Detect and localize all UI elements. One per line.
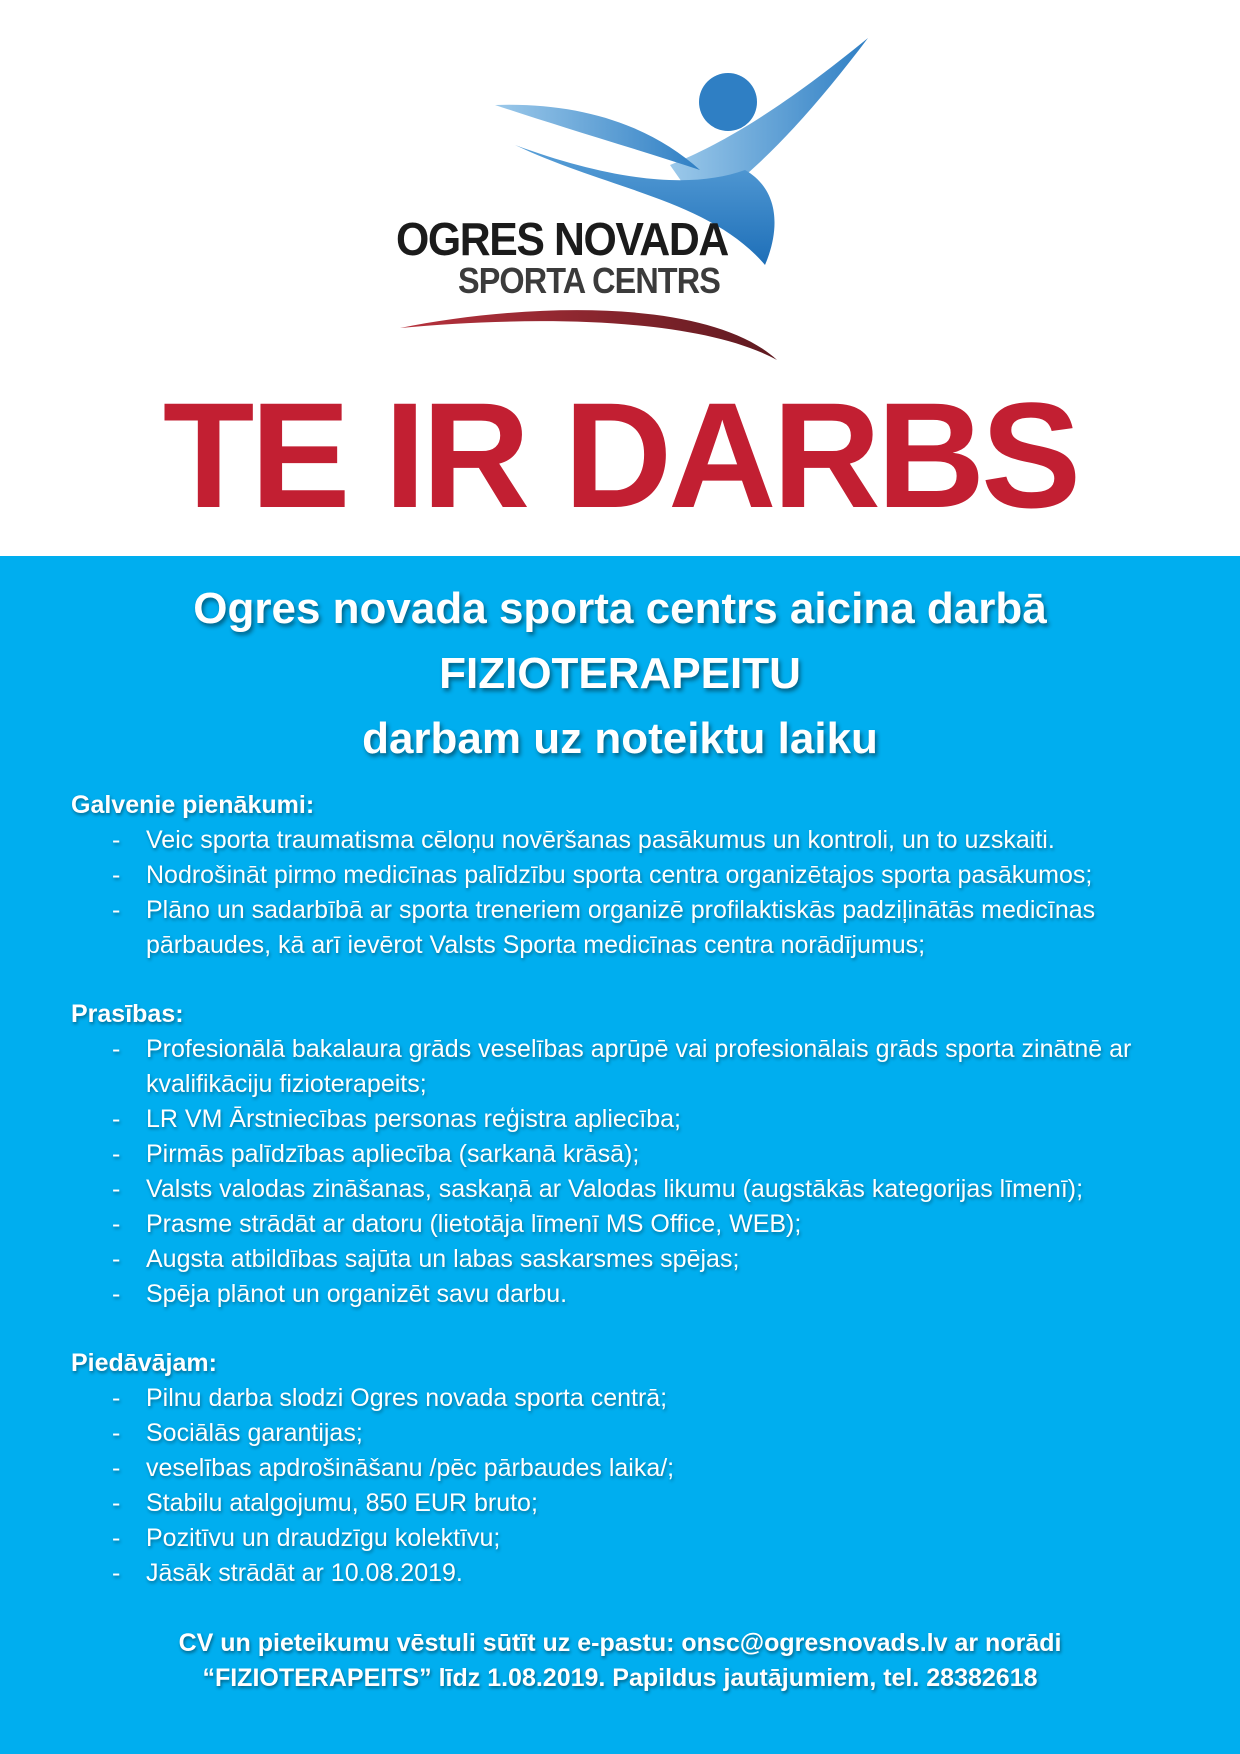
job-details-panel bbox=[0, 556, 1240, 1754]
offer-item: - Pozitīvu un draudzīgu kolektīvu; bbox=[112, 1524, 501, 1552]
requirements-heading: Prasības: bbox=[71, 1000, 184, 1028]
requirement-item: - Prasme strādāt ar datoru (lietotāja līmenī MS Office, WEB); bbox=[112, 1210, 802, 1238]
offer-item: - Pilnu darba slodzi Ogres novada sporta centrā; bbox=[112, 1384, 668, 1412]
duty-item: - Nodrošināt pirmo medicīnas palīdzību sporta centra organizētajos sporta pasākumos; bbox=[112, 861, 1093, 889]
offer-item: - Stabilu atalgojumu, 850 EUR bruto; bbox=[112, 1489, 538, 1517]
contact-line1: CV un pieteikumu vēstuli sūtīt uz e-pastu: onsc@ogresnovads.lv ar norādi bbox=[178, 1629, 1062, 1657]
requirement-item: - Valsts valodas zināšanas, saskaņā ar Valodas likumu (augstākās kategorijas līmenī); bbox=[112, 1175, 1084, 1203]
requirements-list bbox=[71, 1032, 1211, 1312]
requirement-item: - Spēja plānot un organizēt savu darbu. bbox=[112, 1280, 568, 1308]
offer-heading: Piedāvājam: bbox=[71, 1349, 217, 1377]
offer-section bbox=[71, 1346, 1211, 1591]
contact-info bbox=[0, 1626, 1240, 1696]
poster-header bbox=[0, 0, 1240, 556]
intro-line3: darbam uz noteiktu laiku bbox=[362, 714, 878, 763]
requirement-item: - Pirmās palīdzības apliecība (sarkanā krāsā); bbox=[112, 1140, 640, 1168]
offer-item: - Sociālās garantijas; bbox=[112, 1419, 363, 1447]
offer-list bbox=[71, 1381, 1211, 1591]
offer-item: - veselības apdrošināšanu /pēc pārbaudes laika/; bbox=[112, 1454, 675, 1482]
duties-heading: Galvenie pienākumi: bbox=[71, 791, 315, 819]
logo-title-line1: OGRES NOVADA bbox=[396, 213, 728, 265]
duties-list bbox=[71, 823, 1211, 963]
logo-title-line2: SPORTA CENTRS bbox=[458, 260, 720, 301]
requirement-item: - Profesionālā bakalaura grāds veselības aprūpē vai profesionālais grāds sporta zinātnē ar kvalifikāciju fizioterapeits; bbox=[112, 1035, 1132, 1098]
offer-item: - Jāsāk strādāt ar 10.08.2019. bbox=[112, 1559, 463, 1587]
job-intro bbox=[0, 576, 1240, 771]
job-title: FIZIOTERAPEITU bbox=[439, 649, 801, 698]
requirement-item: - Augsta atbildības sajūta un labas saskarsmes spējas; bbox=[112, 1245, 740, 1273]
requirements-section bbox=[71, 997, 1211, 1312]
duties-section bbox=[71, 788, 1211, 963]
contact-line2: “FIZIOTERAPEITS” līdz 1.08.2019. Papildus jautājumiem, tel. 28382618 bbox=[202, 1664, 1038, 1692]
duty-item: - Veic sporta traumatisma cēloņu novēršanas pasākumus un kontroli, un to uzskaiti. bbox=[112, 826, 1055, 854]
intro-line1: Ogres novada sporta centrs aicina darbā bbox=[193, 584, 1047, 633]
duty-item: - Plāno un sadarbībā ar sporta treneriem organizē profilaktiskās padziļinātās medicīnas pārbaudes, kā arī ievērot Valsts Sporta medicīnas centra norādījumus; bbox=[112, 896, 1096, 959]
poster-headline: TE IR DARBS bbox=[162, 371, 1078, 539]
sports-figure-logo-icon bbox=[380, 30, 880, 370]
requirement-item: - LR VM Ārstniecības personas reģistra apliecība; bbox=[112, 1105, 681, 1133]
